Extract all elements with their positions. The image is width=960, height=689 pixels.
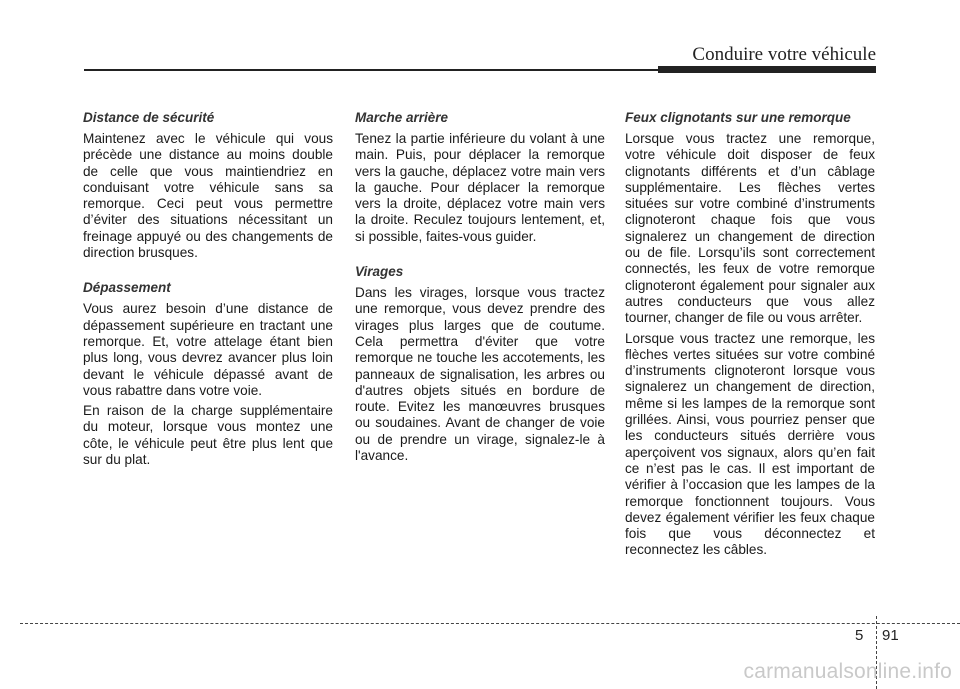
paragraph: Maintenez avec le véhicule qui vous précède une distance au moins double de celle que vous maintiendriez en conduisant votre véhicule sans sa remorque. Ceci peut vous permettre d’éviter des situations nécessitant un freinage appuyé ou des changements de direction brusques. bbox=[83, 131, 333, 261]
section-title-marche-arriere: Marche arrière bbox=[355, 110, 449, 125]
page-header-title: Conduire votre véhicule bbox=[692, 44, 876, 65]
watermark: carmanualsonline.info bbox=[743, 660, 952, 683]
section-title-distance: Distance de sécurité bbox=[83, 110, 215, 125]
column-3 bbox=[625, 109, 875, 563]
paragraph: Dans les virages, lorsque vous tractez une remorque, vous devez prendre des virages plus larges que de coutume. Cela permettra d'éviter que votre remorque ne touche les accotements, les panneaux de signalisation, les arbres ou d'autres objets situés en bordure de route. Evitez les manœuvres brusques ou soudaines. Avant de changer de voie ou de prendre un virage, signalez-le à l'avance. bbox=[355, 285, 605, 464]
paragraph: Lorsque vous tractez une remorque, votre véhicule doit disposer de feux clignotants différents et d’un câblage supplémentaire. Les flèches vertes situées sur votre combiné d’instruments clignoteront chaque fois que vous signalerez un changement de direction ou de file. Lorsqu’ils sont correctement connectés, les feux de votre remorque clignoteront également pour signaler aux autres conducteurs que vous allez tourner, changer de file ou vous arrêter. bbox=[625, 131, 875, 326]
section-title-depassement: Dépassement bbox=[83, 280, 171, 296]
section-title-virages: Virages bbox=[355, 264, 404, 280]
paragraph: Vous aurez besoin d’une distance de dépassement supérieure en tractant une remorque. Et, votre attelage étant bien plus long, vous devrez avancer plus loin devant le véhicule dépassé avant de vous rabattre dans votre voie. bbox=[83, 301, 333, 398]
paragraph: Tenez la partie inférieure du volant à une main. Puis, pour déplacer la remorque vers la gauche, déplacez votre main vers la gauche. Pour déplacer la remorque vers la droite, déplacez votre main vers la droite. Reculez toujours lentement, et, si possible, faites-vous guider. bbox=[355, 131, 605, 244]
header-rule-accent bbox=[658, 66, 876, 73]
paragraph: En raison de la charge supplémentaire du moteur, lorsque vous montez une côte, le véhicule peut être plus lent que sur du plat. bbox=[83, 403, 333, 468]
footer-rule bbox=[20, 623, 960, 624]
column-2 bbox=[355, 109, 605, 468]
paragraph: Lorsque vous tractez une remorque, les flèches vertes situées sur votre combiné d’instruments clignoteront lorsque vous signalerez un changement de direction, même si les lampes de la remorque sont grillées. Ainsi, vous pourriez penser que les conducteurs situés derrière vous aperçoivent vos signaux, alors qu’en fait ce n’est pas le cas. Il est important de vérifier à l’occasion que les lampes de la remorque fonctionnent toujours. Vous devez également vérifier les feux chaque fois que vous déconnectez et reconnectez les câbles. bbox=[625, 330, 875, 558]
column-1 bbox=[83, 109, 333, 472]
chapter-number: 5 bbox=[855, 627, 864, 644]
section-title-feux-clignotants: Feux clignotants sur une remorque bbox=[625, 110, 851, 125]
page-number: 91 bbox=[882, 627, 899, 644]
